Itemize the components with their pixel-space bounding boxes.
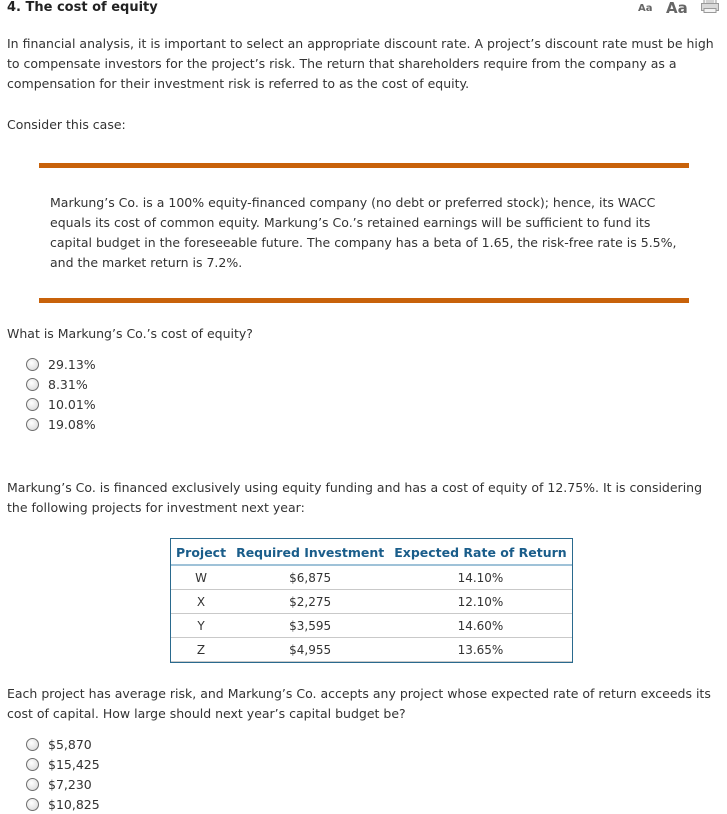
option-label: $7,230 bbox=[48, 776, 92, 792]
option-label: $10,825 bbox=[48, 796, 100, 812]
radio-button[interactable] bbox=[26, 378, 39, 391]
option-label: 8.31% bbox=[48, 376, 88, 392]
return-cell: 12.10% bbox=[389, 590, 571, 614]
question-header bbox=[7, 0, 722, 20]
investment-cell: $6,875 bbox=[231, 566, 389, 590]
case-top-rule bbox=[39, 163, 689, 168]
radio-button[interactable] bbox=[26, 758, 39, 771]
q2-option-1[interactable] bbox=[26, 734, 100, 754]
q1-option-3[interactable] bbox=[26, 394, 96, 414]
investment-cell: $4,955 bbox=[231, 638, 389, 662]
consider-label: Consider this case: bbox=[7, 117, 126, 132]
option-label: 19.08% bbox=[48, 416, 96, 432]
investment-cell: $3,595 bbox=[231, 614, 389, 638]
radio-button[interactable] bbox=[26, 798, 39, 811]
header-expected-return: Expected Rate of Return bbox=[389, 539, 571, 566]
intro-paragraph: In financial analysis, it is important to select an appropriate discount rate. A project’s discount rate must be high to compensate investors for the project’s risk. The return that shareholders require from the company as a compensation for their investment risk is referred to as the cost of equity. bbox=[7, 36, 714, 91]
question-2-options bbox=[26, 734, 100, 814]
q1-option-4[interactable] bbox=[26, 414, 96, 434]
q1-option-1[interactable] bbox=[26, 354, 96, 374]
q1-option-2[interactable] bbox=[26, 374, 96, 394]
option-label: 10.01% bbox=[48, 396, 96, 412]
q2-option-3[interactable] bbox=[26, 774, 100, 794]
table-row bbox=[171, 614, 572, 638]
question-2-prompt: Each project has average risk, and Markung’s Co. accepts any project whose expected rate of return exceeds its cost of capital. How large should next year’s capital budget be? bbox=[7, 686, 711, 721]
table-row bbox=[171, 590, 572, 614]
return-cell: 14.60% bbox=[389, 614, 571, 638]
radio-button[interactable] bbox=[26, 418, 39, 431]
radio-button[interactable] bbox=[26, 358, 39, 371]
case-bottom-rule bbox=[39, 298, 689, 303]
header-required-investment: Required Investment bbox=[231, 539, 389, 566]
question-1-options bbox=[26, 354, 96, 434]
question-1-prompt: What is Markung’s Co.’s cost of equity? bbox=[7, 326, 253, 341]
decrease-font-button[interactable]: Aa bbox=[638, 3, 653, 14]
table-header-row bbox=[171, 539, 572, 566]
project-cell: Z bbox=[171, 638, 231, 662]
project-cell: Y bbox=[171, 614, 231, 638]
header-project: Project bbox=[171, 539, 231, 566]
radio-button[interactable] bbox=[26, 398, 39, 411]
option-label: $5,870 bbox=[48, 736, 92, 752]
option-label: $15,425 bbox=[48, 756, 100, 772]
radio-button[interactable] bbox=[26, 738, 39, 751]
print-icon[interactable] bbox=[701, 0, 719, 13]
table-row bbox=[171, 638, 572, 662]
table-row bbox=[171, 566, 572, 590]
project-cell: W bbox=[171, 566, 231, 590]
increase-font-button[interactable]: Aa bbox=[666, 0, 688, 17]
q2-option-2[interactable] bbox=[26, 754, 100, 774]
q2-option-4[interactable] bbox=[26, 794, 100, 814]
return-cell: 13.65% bbox=[389, 638, 571, 662]
option-label: 29.13% bbox=[48, 356, 96, 372]
radio-button[interactable] bbox=[26, 778, 39, 791]
question-title: 4. The cost of equity bbox=[7, 0, 158, 15]
question-2-intro: Markung’s Co. is financed exclusively using equity funding and has a cost of equity of 12.75%. It is considering the following projects for investment next year: bbox=[7, 480, 703, 515]
case-text: Markung’s Co. is a 100% equity-financed company (no debt or preferred stock); hence, its WACC equals its cost of common equity. Markung’s Co.’s retained earnings will be sufficient to fund its capital budget in the foreseeable future. The company has a beta of 1.65, the risk-free rate is 5.5%, and the market return is 7.2%. bbox=[50, 195, 677, 270]
investment-cell: $2,275 bbox=[231, 590, 389, 614]
project-cell: X bbox=[171, 590, 231, 614]
return-cell: 14.10% bbox=[389, 566, 571, 590]
projects-table bbox=[170, 538, 573, 663]
